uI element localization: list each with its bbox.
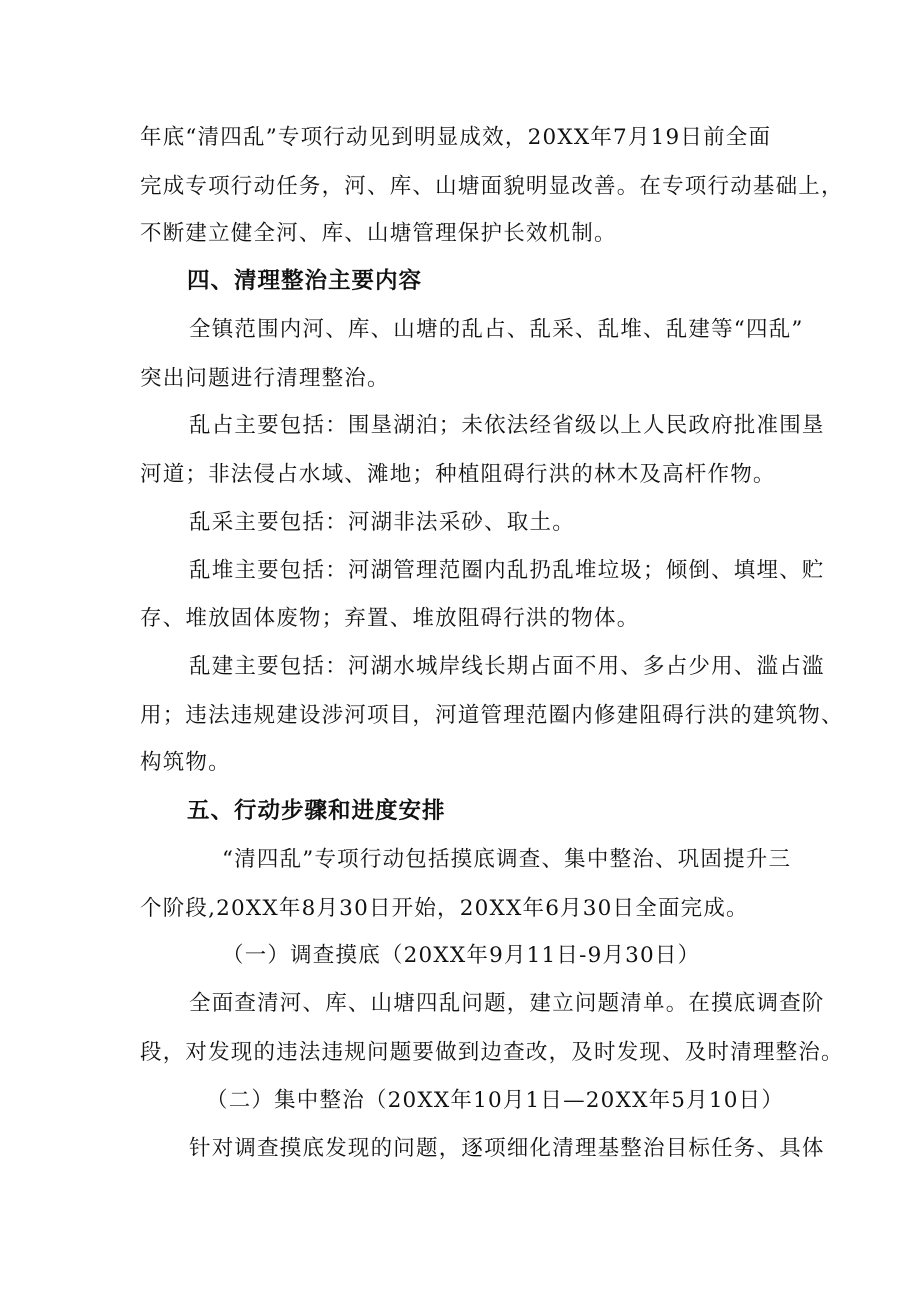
body-line: 不断建立健全河、库、山塘管理保护长效机制。 [140,221,617,246]
body-line: 河道；非法侵占水域、滩地；种植阻碍行洪的林木及高杆作物。 [140,462,776,487]
body-line: 全镇范围内河、库、山塘的乱占、乱采、乱堆、乱建等“四乱” [189,317,804,342]
body-line: 突出问题进行清理整治。 [140,366,390,391]
body-line: 个阶段,20XX年8月30日开始，20XX年6月30日全面完成。 [140,896,749,921]
section-heading-4: 四、清理整治主要内容 [187,268,423,294]
subsection-heading-2: （二）集中整治（20XX年10月1日—20XX年5月10日） [206,1088,785,1113]
body-line: 用；违法违规建设涉河项目，河道管理范圈内修建阻碍行洪的建筑物、 [140,703,844,728]
section-heading-5: 五、行动步骤和进度安排 [187,798,446,824]
body-line: 乱建主要包括：河湖水城岸线长期占面不用、多占少用、滥占滥 [189,654,825,679]
body-line: 段，对发现的违法违规问题要做到边查改，及时发现、及时清理整治。 [140,1040,844,1065]
body-line: 乱占主要包括：围垦湖泊；未依法经省级以上人民政府批准围垦 [189,413,825,438]
body-line: 乱堆主要包括：河湖管理范圈内乱扔乱堆垃圾；倾倒、填埋、贮 [189,558,825,583]
subsection-heading-1: （一）调查摸底（20XX年9月11日-9月30日） [222,943,701,968]
body-line: 存、堆放固体废物；弃置、堆放阻碍行洪的物体。 [140,606,640,631]
body-line: “清四乱”专项行动包括摸底调查、集中整治、巩固提升三 [222,847,792,872]
body-line: 构筑物。 [140,750,231,775]
body-line: 年底“清四乱”专项行动见到明显成效，20XX年7月19日前全面 [140,125,772,150]
body-line: 全面查清河、库、山塘四乱问题，建立问题清单。在摸底调查阶 [189,991,825,1016]
body-line: 完成专项行动任务，河、库、山塘面貌明显改善。在专项行动基础上， [140,174,844,199]
body-line: 乱采主要包括：河湖非法采砂、取土。 [189,510,575,535]
body-line: 针对调查摸底发现的问题，逐项细化清理基整治目标任务、具体 [189,1136,825,1161]
